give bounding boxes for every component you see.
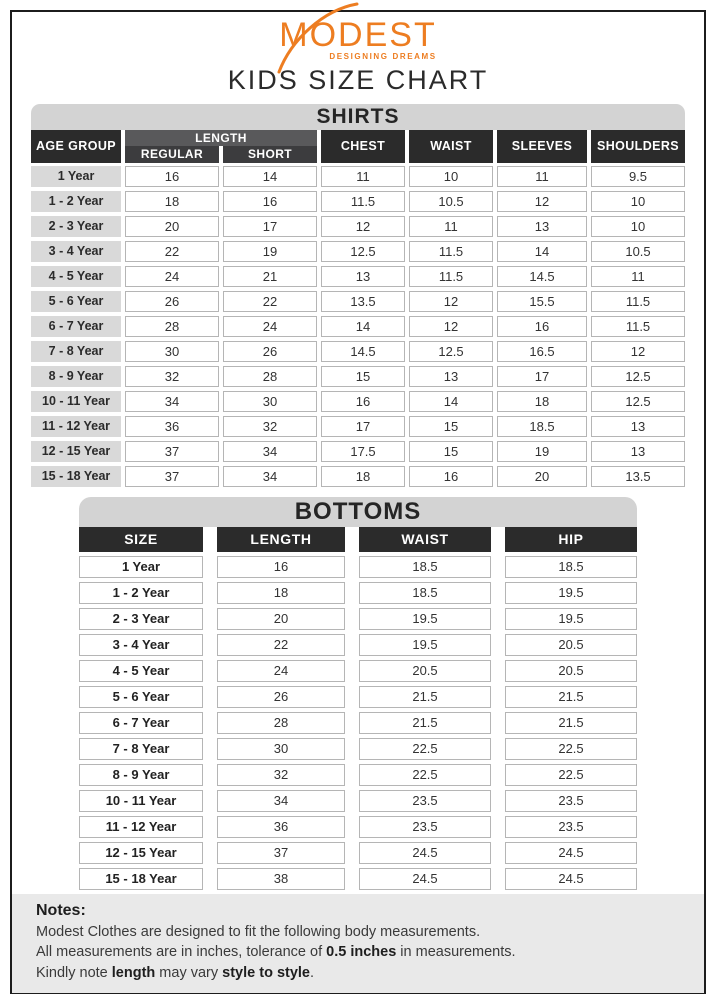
age-group-cell: 5 - 6 Year (31, 291, 121, 312)
size-cell: 10 - 11 Year (79, 790, 203, 812)
shoulders-value-cell: 13.5 (591, 466, 685, 487)
notes-line-2: All measurements are in inches, tolerance of 0.5 inches in measurements. (36, 944, 516, 961)
hip-value-cell: 22.5 (505, 764, 637, 786)
regular-value-cell: 37 (125, 466, 219, 487)
length-value-cell: 26 (217, 686, 345, 708)
waist-value-cell: 23.5 (359, 790, 491, 812)
size-cell: 7 - 8 Year (79, 738, 203, 760)
waist-value-cell: 22.5 (359, 738, 491, 760)
length-value-cell: 28 (217, 712, 345, 734)
shoulders-value-cell: 12.5 (591, 391, 685, 412)
bottoms-table-row (79, 764, 637, 786)
regular-value-cell: 30 (125, 341, 219, 362)
age-group-cell: 12 - 15 Year (31, 441, 121, 462)
shoulders-value-cell: 12.5 (591, 366, 685, 387)
chest-value-cell: 14.5 (321, 341, 405, 362)
sleeves-value-cell: 14 (497, 241, 587, 262)
page-title: KIDS SIZE CHART (227, 64, 489, 95)
shirts-table-row (31, 366, 685, 387)
age-group-cell: 1 - 2 Year (31, 191, 121, 212)
shoulders-value-cell: 10.5 (591, 241, 685, 262)
shoulders-value-cell: 12 (591, 341, 685, 362)
hip-value-cell: 21.5 (505, 712, 637, 734)
size-cell: 1 - 2 Year (79, 582, 203, 604)
bottoms-table-row (79, 582, 637, 604)
size-cell: 4 - 5 Year (79, 660, 203, 682)
regular-value-cell: 20 (125, 216, 219, 237)
sleeves-value-cell: 16.5 (497, 341, 587, 362)
shirts-table-row (31, 266, 685, 287)
regular-value-cell: 32 (125, 366, 219, 387)
age-group-cell: 8 - 9 Year (31, 366, 121, 387)
shirts-col-waist: WAIST (409, 130, 493, 163)
length-value-cell: 38 (217, 868, 345, 890)
age-group-cell: 2 - 3 Year (31, 216, 121, 237)
bottoms-table-row (79, 842, 637, 864)
shirts-col-age-group: AGE GROUP (31, 130, 121, 163)
shirts-section (31, 104, 685, 491)
bottoms-table-row (79, 686, 637, 708)
waist-value-cell: 24.5 (359, 868, 491, 890)
size-cell: 1 Year (79, 556, 203, 578)
regular-value-cell: 36 (125, 416, 219, 437)
shirts-table-row (31, 466, 685, 487)
short-value-cell: 16 (223, 191, 317, 212)
size-cell: 2 - 3 Year (79, 608, 203, 630)
size-cell: 8 - 9 Year (79, 764, 203, 786)
sleeves-value-cell: 12 (497, 191, 587, 212)
brand-tagline: DESIGNING DREAMS (329, 51, 437, 61)
shoulders-value-cell: 13 (591, 441, 685, 462)
regular-value-cell: 34 (125, 391, 219, 412)
regular-value-cell: 26 (125, 291, 219, 312)
waist-value-cell: 15 (409, 441, 493, 462)
notes-title: Notes: (36, 901, 86, 919)
sleeves-value-cell: 15.5 (497, 291, 587, 312)
sleeves-value-cell: 18.5 (497, 416, 587, 437)
notes-line-1: Modest Clothes are designed to fit the following body measurements. (36, 923, 481, 940)
hip-value-cell: 23.5 (505, 816, 637, 838)
waist-value-cell: 10 (409, 166, 493, 187)
waist-value-cell: 21.5 (359, 686, 491, 708)
age-group-cell: 1 Year (31, 166, 121, 187)
waist-value-cell: 16 (409, 466, 493, 487)
bottoms-table-row (79, 790, 637, 812)
age-group-cell: 15 - 18 Year (31, 466, 121, 487)
bottoms-table-row (79, 556, 637, 578)
waist-value-cell: 19.5 (359, 608, 491, 630)
length-value-cell: 22 (217, 634, 345, 656)
waist-value-cell: 24.5 (359, 842, 491, 864)
sleeves-value-cell: 11 (497, 166, 587, 187)
hip-value-cell: 18.5 (505, 556, 637, 578)
waist-value-cell: 18.5 (359, 556, 491, 578)
length-value-cell: 24 (217, 660, 345, 682)
age-group-cell: 4 - 5 Year (31, 266, 121, 287)
shirts-table-row (31, 341, 685, 362)
hip-value-cell: 22.5 (505, 738, 637, 760)
shoulders-value-cell: 11.5 (591, 316, 685, 337)
size-cell: 5 - 6 Year (79, 686, 203, 708)
regular-value-cell: 37 (125, 441, 219, 462)
chest-value-cell: 14 (321, 316, 405, 337)
short-value-cell: 26 (223, 341, 317, 362)
length-value-cell: 32 (217, 764, 345, 786)
bottoms-col-hip: HIP (505, 527, 637, 552)
shoulders-value-cell: 13 (591, 416, 685, 437)
chest-value-cell: 13 (321, 266, 405, 287)
sleeves-value-cell: 13 (497, 216, 587, 237)
shirts-col-regular: REGULAR (125, 146, 219, 163)
shirts-col-short: SHORT (223, 146, 317, 163)
regular-value-cell: 24 (125, 266, 219, 287)
age-group-cell: 7 - 8 Year (31, 341, 121, 362)
sleeves-value-cell: 16 (497, 316, 587, 337)
chest-value-cell: 15 (321, 366, 405, 387)
page-frame (10, 10, 706, 994)
bottoms-col-size: SIZE (79, 527, 203, 552)
sleeves-value-cell: 17 (497, 366, 587, 387)
waist-value-cell: 21.5 (359, 712, 491, 734)
hip-value-cell: 23.5 (505, 790, 637, 812)
waist-value-cell: 11.5 (409, 266, 493, 287)
bottoms-col-waist: WAIST (359, 527, 491, 552)
chest-value-cell: 11 (321, 166, 405, 187)
age-group-cell: 3 - 4 Year (31, 241, 121, 262)
bottoms-table-row (79, 816, 637, 838)
chest-value-cell: 16 (321, 391, 405, 412)
regular-value-cell: 22 (125, 241, 219, 262)
waist-value-cell: 12 (409, 291, 493, 312)
bottoms-table-row (79, 608, 637, 630)
short-value-cell: 24 (223, 316, 317, 337)
shirts-table-row (31, 291, 685, 312)
bottoms-header-row (79, 527, 637, 552)
shoulders-value-cell: 10 (591, 191, 685, 212)
shirts-table-row (31, 441, 685, 462)
waist-value-cell: 11 (409, 216, 493, 237)
length-value-cell: 37 (217, 842, 345, 864)
chest-value-cell: 11.5 (321, 191, 405, 212)
bottoms-table-row (79, 868, 637, 890)
sleeves-value-cell: 19 (497, 441, 587, 462)
chest-value-cell: 12.5 (321, 241, 405, 262)
short-value-cell: 22 (223, 291, 317, 312)
size-cell: 11 - 12 Year (79, 816, 203, 838)
hip-value-cell: 24.5 (505, 868, 637, 890)
shirts-section-header: SHIRTS (31, 104, 685, 130)
hip-value-cell: 19.5 (505, 582, 637, 604)
age-group-cell: 11 - 12 Year (31, 416, 121, 437)
chest-value-cell: 17.5 (321, 441, 405, 462)
waist-value-cell: 20.5 (359, 660, 491, 682)
bottoms-section (79, 497, 637, 894)
waist-value-cell: 14 (409, 391, 493, 412)
short-value-cell: 34 (223, 466, 317, 487)
chest-value-cell: 17 (321, 416, 405, 437)
short-value-cell: 30 (223, 391, 317, 412)
hip-value-cell: 19.5 (505, 608, 637, 630)
shirts-table-body (31, 166, 685, 487)
shirts-header-row (31, 130, 685, 163)
hip-value-cell: 24.5 (505, 842, 637, 864)
shirts-col-chest: CHEST (321, 130, 405, 163)
shirts-table-row (31, 216, 685, 237)
size-cell: 15 - 18 Year (79, 868, 203, 890)
shirts-table-row (31, 241, 685, 262)
short-value-cell: 17 (223, 216, 317, 237)
short-value-cell: 14 (223, 166, 317, 187)
shirts-table-row (31, 316, 685, 337)
shirts-table-row (31, 166, 685, 187)
length-value-cell: 16 (217, 556, 345, 578)
waist-value-cell: 11.5 (409, 241, 493, 262)
waist-value-cell: 12 (409, 316, 493, 337)
waist-value-cell: 23.5 (359, 816, 491, 838)
regular-value-cell: 18 (125, 191, 219, 212)
age-group-cell: 6 - 7 Year (31, 316, 121, 337)
shirts-col-sleeves: SLEEVES (497, 130, 587, 163)
shirts-col-length: LENGTH (125, 130, 317, 146)
waist-value-cell: 19.5 (359, 634, 491, 656)
chest-value-cell: 12 (321, 216, 405, 237)
waist-value-cell: 15 (409, 416, 493, 437)
shirts-table-row (31, 416, 685, 437)
bottoms-table-row (79, 660, 637, 682)
size-cell: 12 - 15 Year (79, 842, 203, 864)
length-value-cell: 36 (217, 816, 345, 838)
length-value-cell: 30 (217, 738, 345, 760)
shirts-col-shoulders: SHOULDERS (591, 130, 685, 163)
bottoms-table-row (79, 634, 637, 656)
shoulders-value-cell: 9.5 (591, 166, 685, 187)
hip-value-cell: 21.5 (505, 686, 637, 708)
age-group-cell: 10 - 11 Year (31, 391, 121, 412)
regular-value-cell: 28 (125, 316, 219, 337)
shoulders-value-cell: 10 (591, 216, 685, 237)
waist-value-cell: 12.5 (409, 341, 493, 362)
shoulders-value-cell: 11.5 (591, 291, 685, 312)
size-cell: 6 - 7 Year (79, 712, 203, 734)
notes-line-3: Kindly note length may vary style to style. (36, 964, 315, 981)
bottoms-table-body (79, 556, 637, 890)
short-value-cell: 21 (223, 266, 317, 287)
shirts-table-row (31, 191, 685, 212)
brand-logo (279, 18, 436, 61)
hip-value-cell: 20.5 (505, 634, 637, 656)
short-value-cell: 32 (223, 416, 317, 437)
sleeves-value-cell: 18 (497, 391, 587, 412)
regular-value-cell: 16 (125, 166, 219, 187)
waist-value-cell: 13 (409, 366, 493, 387)
notes-section (12, 894, 704, 994)
length-value-cell: 18 (217, 582, 345, 604)
waist-value-cell: 22.5 (359, 764, 491, 786)
bottoms-table-row (79, 712, 637, 734)
bottoms-table-row (79, 738, 637, 760)
bottoms-col-length: LENGTH (217, 527, 345, 552)
size-cell: 3 - 4 Year (79, 634, 203, 656)
short-value-cell: 28 (223, 366, 317, 387)
shirts-table-row (31, 391, 685, 412)
hip-value-cell: 20.5 (505, 660, 637, 682)
short-value-cell: 19 (223, 241, 317, 262)
chest-value-cell: 13.5 (321, 291, 405, 312)
brand-name: MODEST (279, 16, 437, 54)
length-value-cell: 20 (217, 608, 345, 630)
length-value-cell: 34 (217, 790, 345, 812)
sleeves-value-cell: 14.5 (497, 266, 587, 287)
waist-value-cell: 18.5 (359, 582, 491, 604)
short-value-cell: 34 (223, 441, 317, 462)
chest-value-cell: 18 (321, 466, 405, 487)
shoulders-value-cell: 11 (591, 266, 685, 287)
waist-value-cell: 10.5 (409, 191, 493, 212)
bottoms-section-header: BOTTOMS (79, 497, 637, 527)
sleeves-value-cell: 20 (497, 466, 587, 487)
